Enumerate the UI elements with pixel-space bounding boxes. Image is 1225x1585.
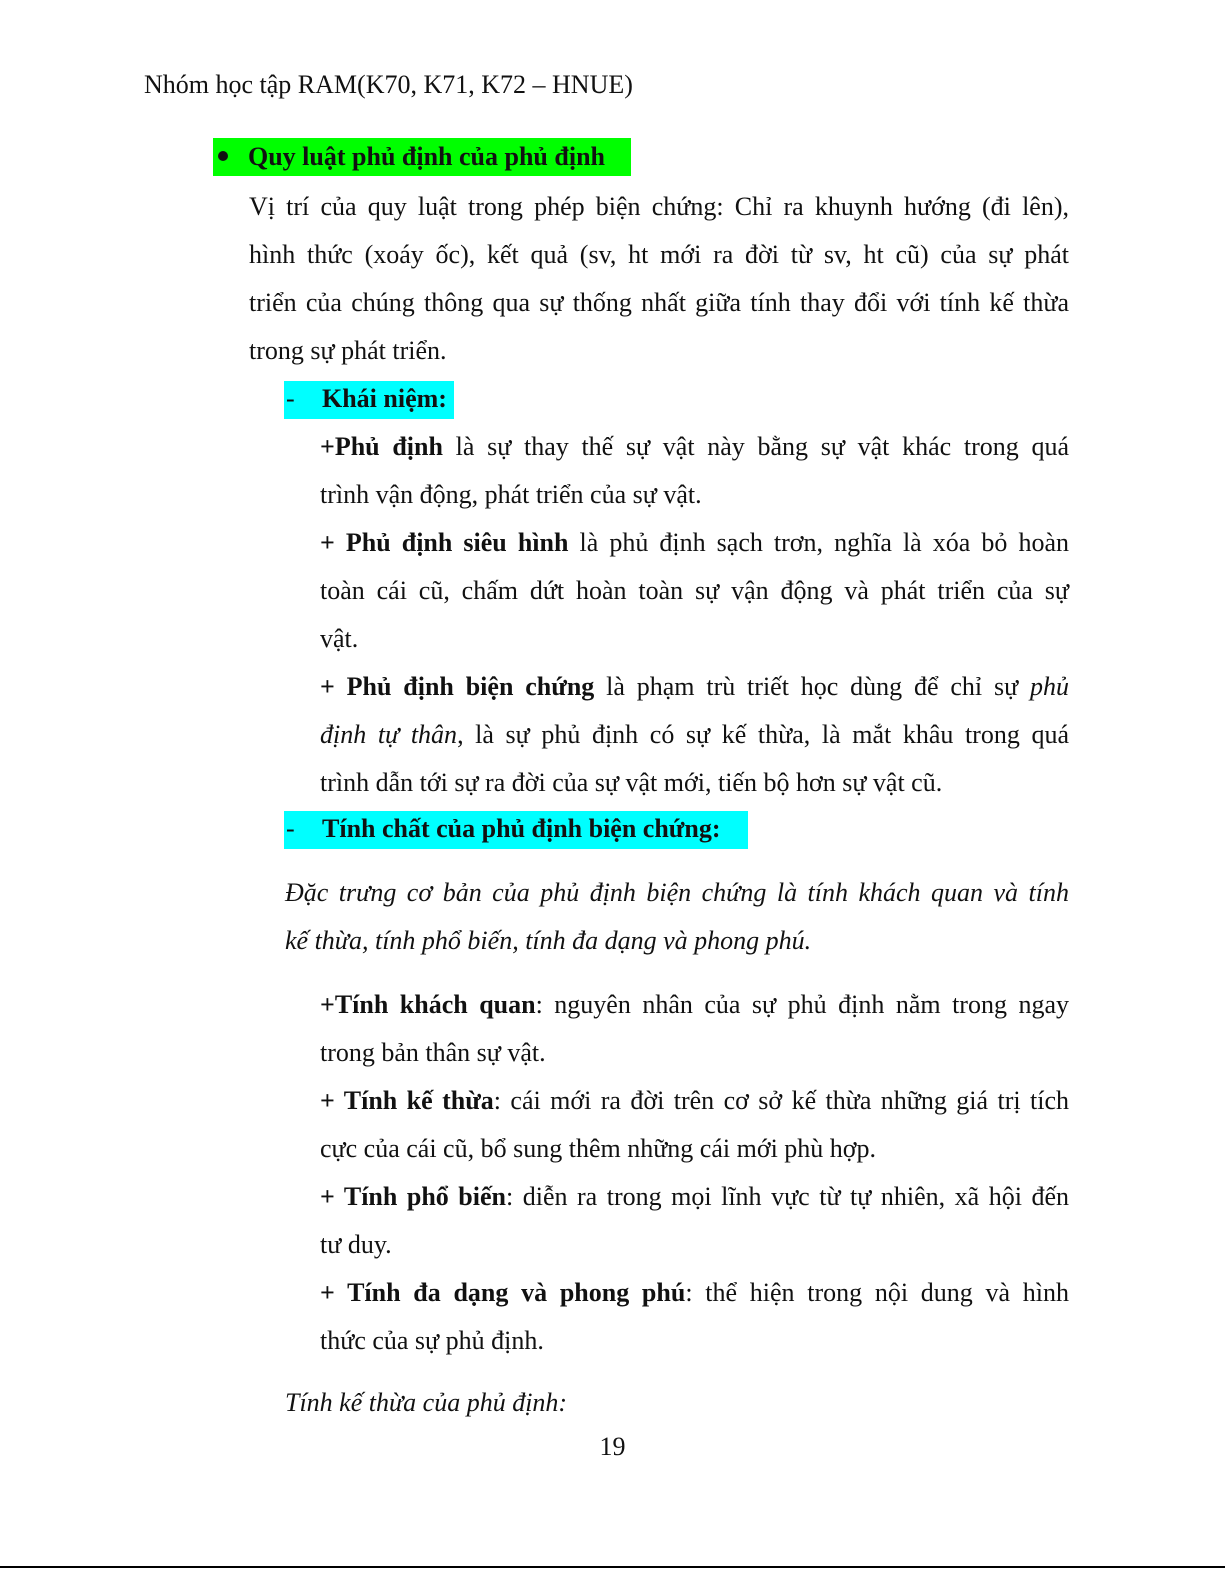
sub2-heading: [286, 814, 721, 844]
concept-1-line-2: trình vận động, phát triển của sự vật.: [320, 480, 702, 509]
page-number: 19: [599, 1432, 626, 1461]
property-1-line-1: +Tính khách quan: nguyên nhân của sự phủ định nằm trong ngay: [320, 990, 1069, 1019]
section-title-text: Quy luật phủ định của phủ định: [248, 142, 605, 171]
concept-3-line-3: trình dẫn tới sự ra đời của sự vật mới, tiến bộ hơn sự vật cũ.: [320, 768, 943, 797]
sub1-title: Khái niệm:: [322, 384, 447, 413]
concept-1-line-1: +Phủ định là sự thay thế sự vật này bằng sự vật khác trong quá: [320, 432, 1069, 461]
property-2-line-2: cực của cái cũ, bổ sung thêm những cái mới phù hợp.: [320, 1134, 877, 1163]
sub1-heading: [286, 384, 447, 414]
property-1-line-2: trong bản thân sự vật.: [320, 1038, 546, 1067]
property-4-line-2: thức của sự phủ định.: [320, 1326, 544, 1355]
property-3-line-1: + Tính phổ biến: diễn ra trong mọi lĩnh vực từ tự nhiên, xã hội đến: [320, 1182, 1070, 1211]
italic-para-line-1: Đặc trưng cơ bản của phủ định biện chứng là tính khách quan và tính: [285, 878, 1069, 907]
page-header: Nhóm học tập RAM(K70, K71, K72 – HNUE): [144, 70, 633, 99]
property-2-line-1: + Tính kế thừa: cái mới ra đời trên cơ sở kế thừa những giá trị tích: [320, 1086, 1069, 1115]
intro-line-4: trong sự phát triển.: [249, 336, 447, 365]
concept-2-line-3: vật.: [320, 624, 359, 653]
sub1-dash: -: [286, 384, 295, 413]
final-italic-heading: Tính kế thừa của phủ định:: [285, 1388, 568, 1417]
concept-2-line-1: + Phủ định siêu hình là phủ định sạch trơn, nghĩa là xóa bỏ hoàn: [320, 528, 1069, 557]
bullet-icon: [218, 151, 228, 161]
sub2-dash: -: [286, 814, 295, 843]
concept-3-line-2: định tự thân, là sự phủ định có sự kế thừa, là mắt khâu trong quá: [320, 720, 1069, 749]
section-title: [218, 142, 605, 172]
sub2-title: Tính chất của phủ định biện chứng:: [322, 814, 721, 843]
bottom-rule: [0, 1566, 1225, 1568]
intro-line-1: Vị trí của quy luật trong phép biện chứng: Chỉ ra khuynh hướng (đi lên),: [249, 192, 1069, 221]
concept-2-line-2: toàn cái cũ, chấm dứt hoàn toàn sự vận động và phát triển của sự: [320, 576, 1069, 605]
property-4-line-1: + Tính đa dạng và phong phú: thể hiện trong nội dung và hình: [320, 1278, 1069, 1307]
concept-3-line-1: + Phủ định biện chứng là phạm trù triết học dùng để chỉ sự phủ: [320, 672, 1069, 701]
intro-line-3: triển của chúng thông qua sự thống nhất giữa tính thay đổi với tính kế thừa: [249, 288, 1069, 317]
intro-line-2: hình thức (xoáy ốc), kết quả (sv, ht mới ra đời từ sv, ht cũ) của sự phát: [249, 240, 1069, 269]
italic-para-line-2: kế thừa, tính phổ biến, tính đa dạng và phong phú.: [285, 926, 812, 955]
property-3-line-2: tư duy.: [320, 1230, 392, 1259]
